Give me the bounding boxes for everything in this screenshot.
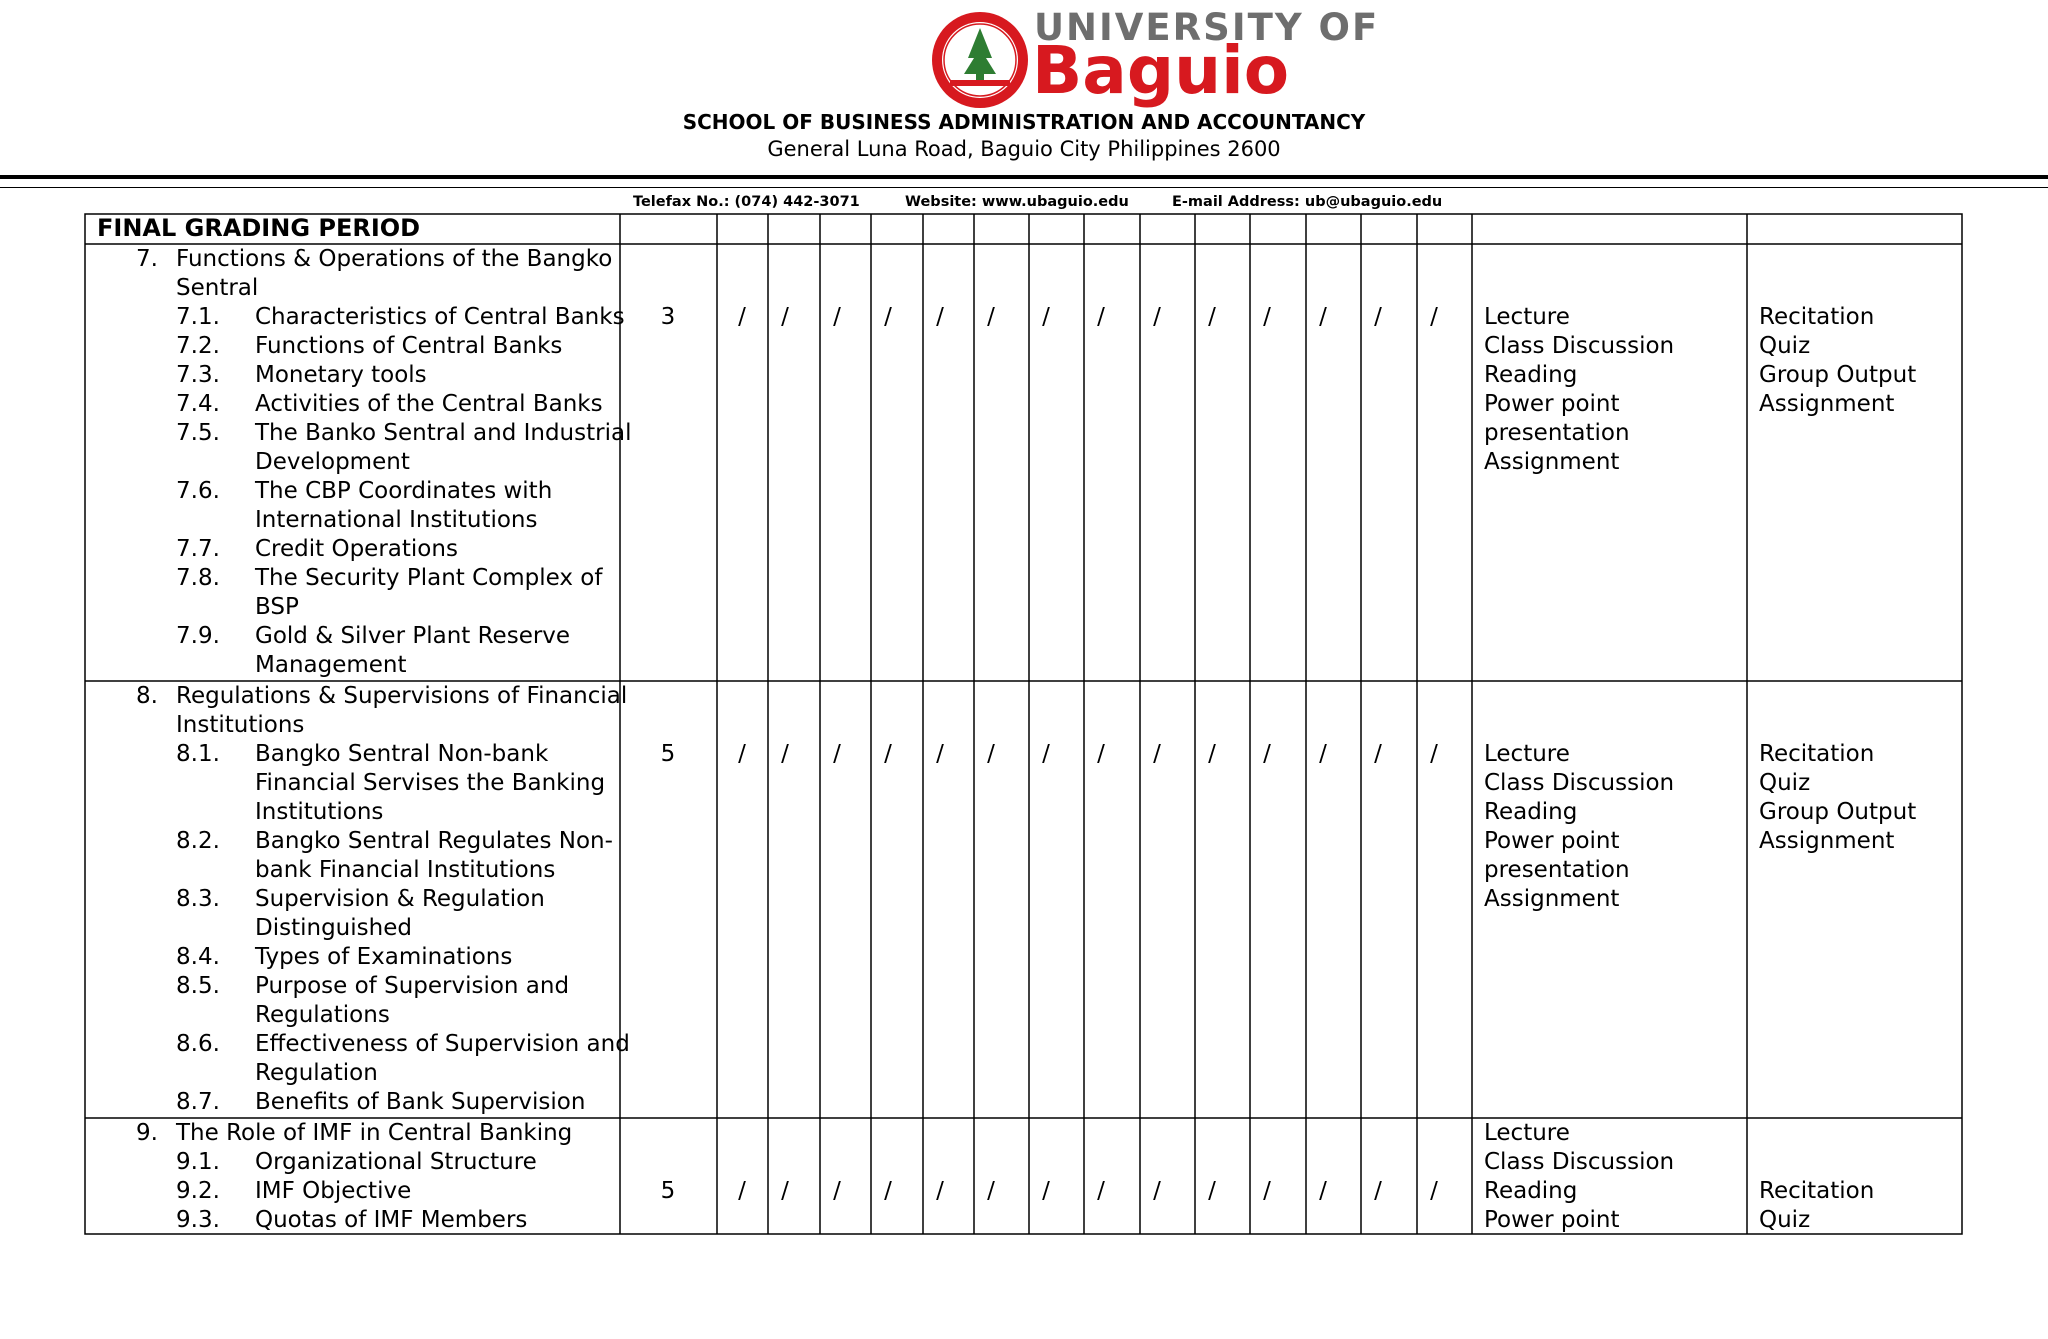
subtopic-text: Regulation	[255, 1060, 378, 1086]
hours-value: 3	[660, 304, 676, 330]
subtopic-number: 7.4.	[176, 391, 220, 417]
check-mark: /	[1042, 1178, 1050, 1204]
check-mark: /	[781, 741, 789, 767]
subtopic-text: Development	[255, 449, 410, 475]
check-mark: /	[1097, 741, 1105, 767]
subtopic-text: Bangko Sentral Non-bank	[255, 741, 549, 767]
subtopic-number: 8.1.	[176, 741, 220, 767]
method-item: Power point	[1484, 828, 1620, 854]
check-mark: /	[884, 1178, 892, 1204]
subtopic-number: 9.3.	[176, 1207, 220, 1233]
check-mark: /	[1319, 304, 1327, 330]
check-mark: /	[1430, 304, 1438, 330]
subtopic-text: Gold & Silver Plant Reserve	[255, 623, 571, 649]
check-mark: /	[1097, 304, 1105, 330]
check-mark: /	[1263, 741, 1271, 767]
check-mark: /	[1097, 1178, 1105, 1204]
subtopic-text: bank Financial Institutions	[255, 857, 556, 883]
check-mark: /	[833, 1178, 841, 1204]
assessment-item: Assignment	[1759, 828, 1895, 854]
check-mark: /	[1153, 741, 1161, 767]
subtopic-text: Financial Servises the Banking	[255, 770, 606, 796]
topic-number: 9.	[136, 1120, 158, 1146]
topic-title-line: Regulations & Supervisions of Financial	[176, 683, 628, 709]
subtopic-number: 8.6.	[176, 1031, 220, 1057]
assessment-item: Quiz	[1759, 1207, 1811, 1233]
website-address: Website: www.ubaguio.edu	[905, 194, 1129, 210]
subtopic-text: Types of Examinations	[255, 944, 513, 970]
subtopic-text: The Security Plant Complex of	[255, 565, 603, 591]
check-mark: /	[884, 741, 892, 767]
subtopic-number: 9.2.	[176, 1178, 220, 1204]
method-item: Power point	[1484, 391, 1620, 417]
method-item: Assignment	[1484, 886, 1620, 912]
subtopic-text: Functions of Central Banks	[255, 333, 563, 359]
subtopic-text: Credit Operations	[255, 536, 458, 562]
assessment-item: Group Output	[1759, 799, 1917, 825]
subtopic-text: Activities of the Central Banks	[255, 391, 603, 417]
email-address: E-mail Address: ub@ubaguio.edu	[1172, 194, 1443, 210]
check-mark: /	[1319, 1178, 1327, 1204]
telefax-number: Telefax No.: (074) 442-3071	[633, 194, 860, 210]
assessment-item: Group Output	[1759, 362, 1917, 388]
check-mark: /	[1208, 1178, 1216, 1204]
check-mark: /	[1153, 1178, 1161, 1204]
subtopic-number: 7.6.	[176, 478, 220, 504]
method-item: Reading	[1484, 799, 1578, 825]
subtopic-text: Effectiveness of Supervision and	[255, 1031, 630, 1057]
assessment-item: Recitation	[1759, 741, 1875, 767]
check-mark: /	[1430, 1178, 1438, 1204]
topic-number: 8.	[136, 683, 158, 709]
logo-wordmark-top: UNIVERSITY OF	[1034, 6, 1380, 49]
subtopic-text: Bangko Sentral Regulates Non-	[255, 828, 613, 854]
method-item: presentation	[1484, 857, 1630, 883]
check-mark: /	[738, 1178, 746, 1204]
subtopic-text: Benefits of Bank Supervision	[255, 1089, 586, 1115]
subtopic-text: Supervision & Regulation	[255, 886, 545, 912]
method-item: Assignment	[1484, 449, 1620, 475]
check-mark: /	[987, 304, 995, 330]
subtopic-number: 7.5.	[176, 420, 220, 446]
check-mark: /	[1374, 304, 1382, 330]
check-mark: /	[781, 304, 789, 330]
topic-title-line: Sentral	[176, 275, 259, 301]
check-mark: /	[936, 1178, 944, 1204]
subtopic-number: 8.2.	[176, 828, 220, 854]
check-mark: /	[738, 741, 746, 767]
check-mark: /	[738, 304, 746, 330]
subtopic-text: International Institutions	[255, 507, 538, 533]
topic-title-line: Institutions	[176, 712, 305, 738]
subtopic-text: The Banko Sentral and Industrial	[255, 420, 632, 446]
subtopic-number: 7.1.	[176, 304, 220, 330]
assessment-item: Assignment	[1759, 391, 1895, 417]
check-mark: /	[1208, 741, 1216, 767]
assessment-item: Quiz	[1759, 333, 1811, 359]
check-mark: /	[1263, 304, 1271, 330]
check-mark: /	[987, 741, 995, 767]
check-mark: /	[1430, 741, 1438, 767]
header-rule-thin	[0, 187, 2048, 188]
subtopic-number: 7.3.	[176, 362, 220, 388]
method-item: presentation	[1484, 420, 1630, 446]
check-mark: /	[936, 304, 944, 330]
subtopic-text: Characteristics of Central Banks	[255, 304, 625, 330]
subtopic-number: 9.1.	[176, 1149, 220, 1175]
check-mark: /	[833, 741, 841, 767]
subtopic-number: 8.3.	[176, 886, 220, 912]
check-mark: /	[1042, 304, 1050, 330]
check-mark: /	[1374, 741, 1382, 767]
subtopic-text: Institutions	[255, 799, 384, 825]
check-mark: /	[1319, 741, 1327, 767]
check-mark: /	[1263, 1178, 1271, 1204]
check-mark: /	[1042, 741, 1050, 767]
subtopic-number: 7.2.	[176, 333, 220, 359]
subtopic-number: 8.7.	[176, 1089, 220, 1115]
subtopic-text: Distinguished	[255, 915, 412, 941]
subtopic-text: Management	[255, 652, 407, 678]
subtopic-number: 8.5.	[176, 973, 220, 999]
method-item: Lecture	[1484, 304, 1570, 330]
method-item: Class Discussion	[1484, 333, 1675, 359]
method-item: Class Discussion	[1484, 770, 1675, 796]
method-item: Lecture	[1484, 1120, 1570, 1146]
check-mark: /	[987, 1178, 995, 1204]
method-item: Reading	[1484, 362, 1578, 388]
check-mark: /	[1153, 304, 1161, 330]
subtopic-number: 7.9.	[176, 623, 220, 649]
grading-period-title: FINAL GRADING PERIOD	[97, 214, 421, 242]
assessment-item: Recitation	[1759, 1178, 1875, 1204]
subtopic-number: 7.8.	[176, 565, 220, 591]
check-mark: /	[1208, 304, 1216, 330]
subtopic-text: The CBP Coordinates with	[255, 478, 553, 504]
topic-number: 7.	[136, 246, 158, 272]
check-mark: /	[936, 741, 944, 767]
subtopic-number: 8.4.	[176, 944, 220, 970]
topic-title-line: The Role of IMF in Central Banking	[176, 1120, 573, 1146]
school-address: General Luna Road, Baguio City Philippines 2600	[767, 137, 1281, 161]
check-mark: /	[833, 304, 841, 330]
subtopic-text: IMF Objective	[255, 1178, 412, 1204]
school-name: SCHOOL OF BUSINESS ADMINISTRATION AND ACCOUNTANCY	[682, 110, 1366, 134]
logo-wordmark-bottom: Baguio	[1032, 32, 1290, 109]
subtopic-text: Regulations	[255, 1002, 390, 1028]
subtopic-text: Monetary tools	[255, 362, 427, 388]
method-item: Reading	[1484, 1178, 1578, 1204]
check-mark: /	[1374, 1178, 1382, 1204]
hours-value: 5	[660, 1178, 676, 1204]
subtopic-text: BSP	[255, 594, 299, 620]
method-item: Lecture	[1484, 741, 1570, 767]
subtopic-text: Quotas of IMF Members	[255, 1207, 528, 1233]
check-mark: /	[781, 1178, 789, 1204]
subtopic-text: Organizational Structure	[255, 1149, 537, 1175]
assessment-item: Recitation	[1759, 304, 1875, 330]
subtopic-text: Purpose of Supervision and	[255, 973, 570, 999]
subtopic-number: 7.7.	[176, 536, 220, 562]
topic-title-line: Functions & Operations of the Bangko	[176, 246, 613, 272]
method-item: Power point	[1484, 1207, 1620, 1233]
header-rule-thick	[0, 175, 2048, 179]
assessment-item: Quiz	[1759, 770, 1811, 796]
method-item: Class Discussion	[1484, 1149, 1675, 1175]
university-seal-logo	[930, 10, 1030, 110]
hours-value: 5	[660, 741, 676, 767]
check-mark: /	[884, 304, 892, 330]
